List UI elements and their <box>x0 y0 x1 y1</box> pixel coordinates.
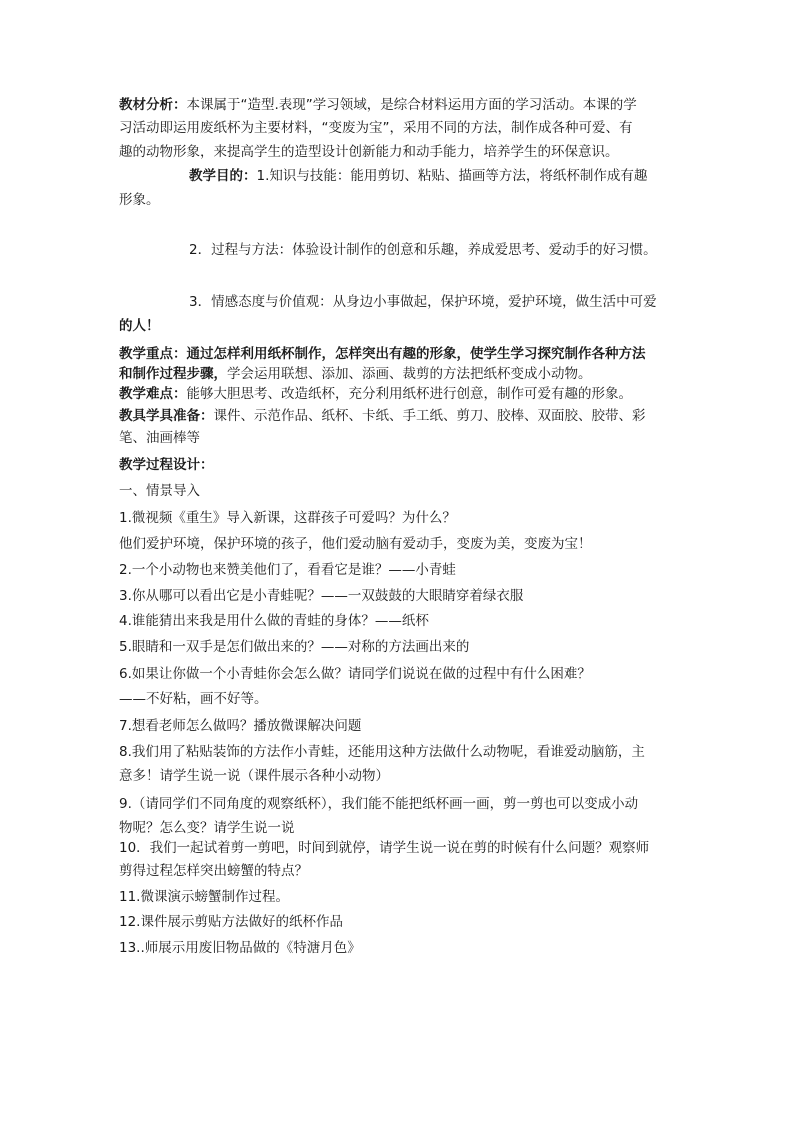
process-title: 教学过程设计： <box>119 457 214 473</box>
materials-line-2: 笔、油画棒等 <box>119 430 200 446</box>
key-points-line-2: 和制作过程步骤，学会运用联想、添加、添画、裁剪的方法把纸杯变成小动物。 <box>119 366 592 382</box>
process-item: 13..师展示用废旧物品做的《特溏月色》 <box>119 940 361 956</box>
process-item: 物呢？怎么变？请学生说一说 <box>119 820 295 836</box>
difficulty-label: 教学难点： <box>119 386 187 402</box>
analysis-line-1: 教材分析：本课属于“造型.表现”学习领域，是综合材料运用方面的学习活动。本课的学 <box>119 97 637 113</box>
process-item: 9.（请同学们不同角度的观察纸杯），我们能不能把纸杯画一画，剪一剪也可以变成小动 <box>119 796 639 812</box>
process-item: 10．我们一起试着剪一剪吧，时间到就停，请学生说一说在剪的时候有什么问题？观察师 <box>119 840 650 856</box>
goals-line-2: 2．过程与方法：体验设计制作的创意和乐趣，养成爱思考、爱动手的好习惯。 <box>189 242 657 258</box>
process-item: 1.微视频《重生》导入新课，这群孩子可爱吗？为什么？ <box>119 510 456 526</box>
process-item: 8.我们用了粘贴装饰的方法作小青蛙，还能用这种方法做什么动物呢，看谁爱动脑筋，主 <box>119 744 645 760</box>
process-item: 4.谁能猜出来我是用什么做的青蛙的身体？——纸杯 <box>119 613 429 629</box>
materials-label: 教具学具准备： <box>119 408 214 424</box>
goals-label: 教学目的： <box>189 168 257 184</box>
difficulty-line: 教学难点：能够大胆思考、改造纸杯，充分利用纸杯进行创意，制作可爱有趣的形象。 <box>119 386 632 402</box>
key-points-label: 教学重点： <box>119 346 187 362</box>
process-item: 5.眼睛和一双手是怎们做出来的？——对称的方法画出来的 <box>119 639 470 655</box>
analysis-label: 教材分析： <box>119 97 187 113</box>
process-item: 意多！请学生说一说（课件展示各种小动物） <box>119 768 389 784</box>
process-item: 剪得过程怎样突出螃蟹的特点？ <box>119 863 308 879</box>
process-item: 他们爱护环境，保护环境的孩子，他们爱动脑有爱动手，变废为美，变废为宝！ <box>119 536 592 552</box>
goals-line-1b: 形象。 <box>119 192 160 208</box>
process-item: 3.你从哪可以看出它是小青蛙呢？——一双鼓鼓的大眼睛穿着绿衣服 <box>119 588 524 604</box>
process-item: 6.如果让你做一个小青蛙你会怎么做？请同学们说说在做的过程中有什么困难？ <box>119 666 591 682</box>
process-item: ——不好粘，画不好等。 <box>119 691 268 707</box>
analysis-line-2: 习活动即运用废纸杯为主要材料，“变废为宝”，采用不同的方法，制作成各种可爱、有 <box>119 120 633 136</box>
goals-line-3b: 的人！ <box>119 318 160 334</box>
key-points-line-1: 教学重点：通过怎样利用纸杯制作，怎样突出有趣的形象，使学生学习探究制作各种方法 <box>119 346 646 362</box>
process-item: 12.课件展示剪贴方法做好的纸杯作品 <box>119 914 343 930</box>
analysis-line-3: 趣的动物形象，来提高学生的造型设计创新能力和动手能力，培养学生的环保意识。 <box>119 144 619 160</box>
process-item: 2.一个小动物也来赞美他们了，看看它是谁？——小青蛙 <box>119 562 456 578</box>
process-item: 7.想看老师怎么做吗？播放微课解决问题 <box>119 718 362 734</box>
materials-line-1: 教具学具准备：课件、示范作品、纸杯、卡纸、手工纸、剪刀、胶棒、双面胶、胶带、彩 <box>119 408 646 424</box>
goals-line-1: 教学目的：1.知识与技能：能用剪切、粘贴、描画等方法，将纸杯制作成有趣 <box>189 168 648 184</box>
process-item: 11.微课演示螃蟹制作过程。 <box>119 889 289 905</box>
section-1-heading: 一、情景导入 <box>119 483 200 499</box>
goals-line-3: 3．情感态度与价值观：从身边小事做起，保护环境，爱护环境，做生活中可爱 <box>189 294 657 310</box>
